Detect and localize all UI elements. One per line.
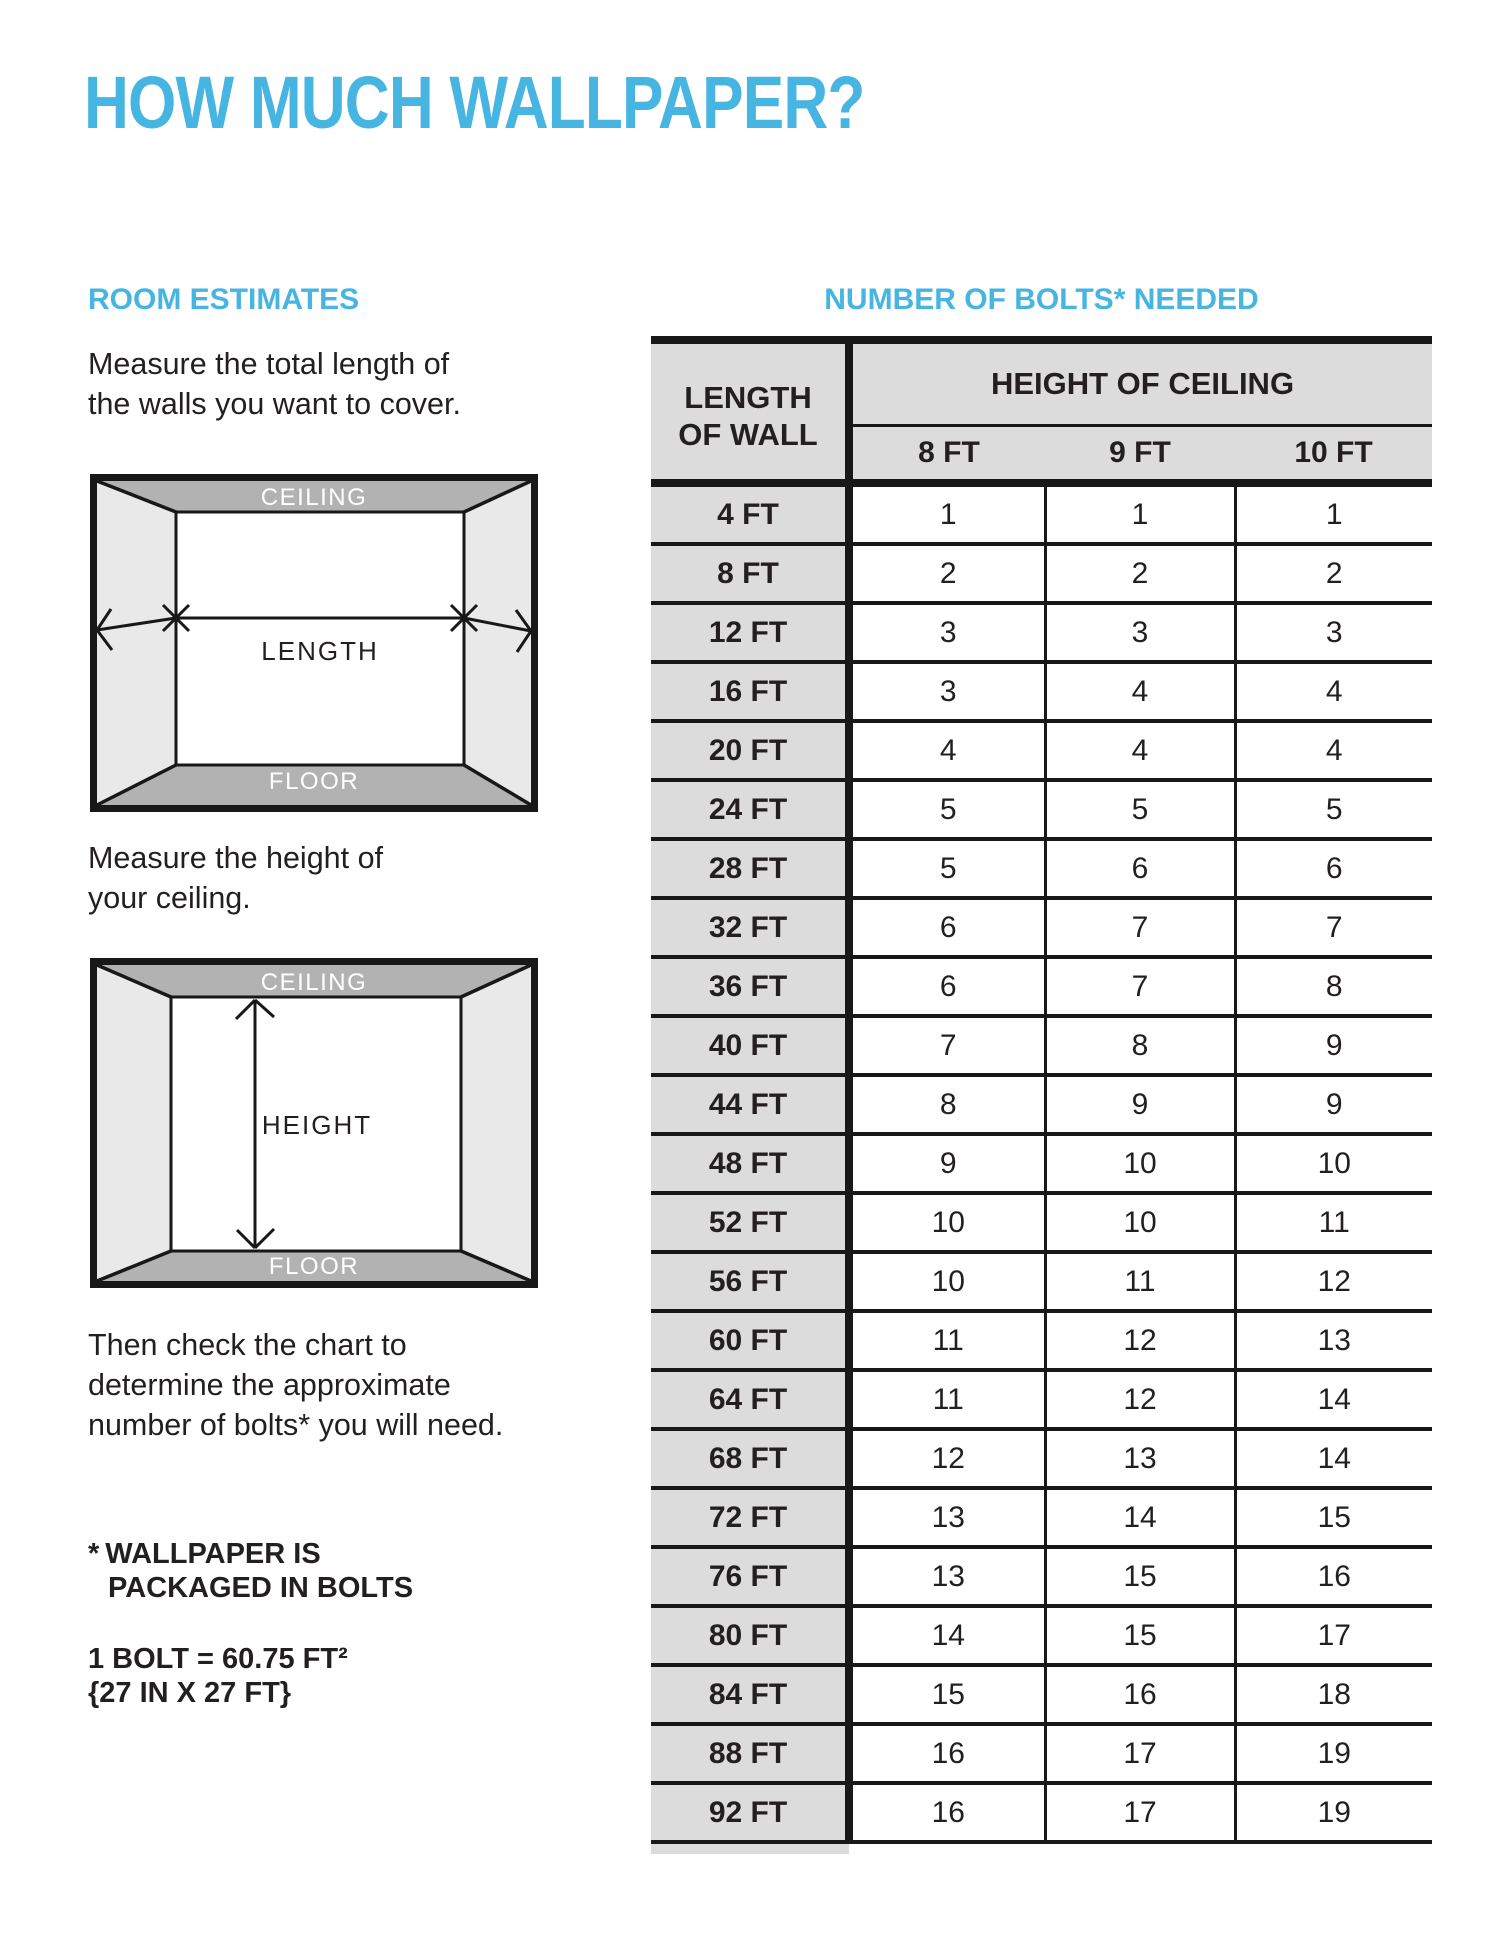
height-diagram [90,958,538,1288]
bolt-count-cell: 16 [849,1783,1045,1842]
bolt-count-cell: 18 [1235,1665,1432,1724]
step1-line2: the walls you want to cover. [88,387,461,421]
bolt-definition-line2: {27 IN X 27 FT} [88,1677,292,1709]
wall-length-cell: 20 FT [651,721,849,780]
bolt-count-cell: 17 [1045,1724,1235,1783]
bolt-count-cell: 14 [849,1606,1045,1665]
table-row [651,1547,1432,1606]
table-row [651,1252,1432,1311]
wallpaper-bolts-footnote [88,1537,413,1605]
table-row [651,839,1432,898]
bolt-count-cell: 6 [849,898,1045,957]
ceiling-label: CEILING [260,969,368,996]
bolts-needed-heading: NUMBER OF BOLTS* NEEDED [824,283,1259,316]
bolt-count-cell: 9 [849,1134,1045,1193]
table-row [651,1311,1432,1370]
wall-length-cell: 4 FT [651,483,849,544]
bolt-count-cell: 16 [849,1724,1045,1783]
length-of-wall-header [651,340,849,483]
bolt-count-cell: 12 [1045,1311,1235,1370]
bolt-count-cell: 7 [1045,898,1235,957]
step1-instruction [88,344,461,424]
right-wall-panel [461,965,531,1281]
height-of-ceiling-header: HEIGHT OF CEILING [849,340,1432,426]
bolt-count-cell: 9 [1235,1075,1432,1134]
bolt-count-cell: 15 [1235,1488,1432,1547]
floor-label: FLOOR [268,1253,360,1280]
table-row [651,1429,1432,1488]
bolt-count-cell: 4 [1045,721,1235,780]
bolt-table-body [651,483,1432,1842]
bolt-count-cell: 1 [849,483,1045,544]
table-row [651,1783,1432,1842]
bolt-count-cell: 17 [1045,1783,1235,1842]
wall-length-cell: 32 FT [651,898,849,957]
ceiling-label: CEILING [260,484,368,511]
wall-header-line1: LENGTH [684,379,812,415]
table-row [651,721,1432,780]
bolt-count-cell: 12 [1045,1370,1235,1429]
table-row [651,544,1432,603]
bolt-count-cell: 13 [1045,1429,1235,1488]
wall-length-cell: 64 FT [651,1370,849,1429]
footnote-line1: WALLPAPER IS [105,1538,321,1570]
footnote-line2: PACKAGED IN BOLTS [108,1572,414,1604]
bolt-count-cell: 8 [1235,957,1432,1016]
bolt-count-cell: 14 [1235,1370,1432,1429]
bolt-count-cell: 15 [1045,1547,1235,1606]
ceiling-height-header: 8 FT [849,426,1045,484]
wall-length-cell: 60 FT [651,1311,849,1370]
bolt-count-cell: 14 [1235,1429,1432,1488]
table-row [651,1134,1432,1193]
left-wall-panel [97,965,171,1281]
left-wall-panel [97,481,176,805]
table-row [651,1193,1432,1252]
bolt-count-cell: 6 [1235,839,1432,898]
bolt-count-cell: 3 [1045,603,1235,662]
bolt-count-cell: 1 [1235,483,1432,544]
step3-instruction [88,1325,503,1445]
bolt-count-cell: 8 [849,1075,1045,1134]
bolt-definition-line1: 1 BOLT = 60.75 FT² [88,1643,348,1675]
floor-label: FLOOR [268,768,360,795]
wall-length-cell: 88 FT [651,1724,849,1783]
bolt-count-cell: 11 [1045,1252,1235,1311]
bolt-count-cell: 7 [1045,957,1235,1016]
bolt-count-cell: 12 [1235,1252,1432,1311]
bolt-count-cell: 2 [1045,544,1235,603]
bolt-count-cell: 11 [849,1311,1045,1370]
bolt-count-cell: 16 [1045,1665,1235,1724]
bolt-count-cell: 10 [1235,1134,1432,1193]
step2-line2: your ceiling. [88,881,251,915]
table-row [651,1665,1432,1724]
ceiling-height-header: 9 FT [1045,426,1235,484]
footnote-asterisk: * [88,1538,100,1570]
wall-length-cell: 68 FT [651,1429,849,1488]
table-row [651,1724,1432,1783]
bolt-count-cell: 13 [849,1488,1045,1547]
bolt-count-cell: 15 [1045,1606,1235,1665]
wall-length-cell: 16 FT [651,662,849,721]
bolt-count-cell: 7 [849,1016,1045,1075]
right-wall-panel [464,481,531,805]
bolt-count-cell: 4 [1045,662,1235,721]
table-row [651,780,1432,839]
wall-header-line2: OF WALL [678,416,818,452]
wall-length-cell: 92 FT [651,1783,849,1842]
table-row [651,1370,1432,1429]
wall-length-cell: 56 FT [651,1252,849,1311]
bolt-count-cell: 5 [849,839,1045,898]
bolt-count-cell: 10 [1045,1193,1235,1252]
wall-length-cell: 52 FT [651,1193,849,1252]
table-header-row-1 [651,340,1432,426]
bolt-count-cell: 5 [1235,780,1432,839]
bolt-count-cell: 14 [1045,1488,1235,1547]
room-estimates-heading: ROOM ESTIMATES [88,283,360,316]
page-title: HOW MUCH WALLPAPER? [84,61,865,144]
bolt-count-cell: 15 [849,1665,1045,1724]
bolt-count-cell: 7 [1235,898,1432,957]
table-row [651,603,1432,662]
bolt-count-cell: 2 [849,544,1045,603]
bolt-count-cell: 11 [1235,1193,1432,1252]
bolt-count-cell: 3 [849,662,1045,721]
step2-instruction [88,838,383,918]
bolt-count-cell: 9 [1045,1075,1235,1134]
wall-length-cell: 40 FT [651,1016,849,1075]
bolt-count-cell: 6 [1045,839,1235,898]
step3-line2: determine the approximate [88,1368,451,1402]
step3-line3: number of bolts* you will need. [88,1408,504,1442]
bolts-needed-table [651,336,1432,1844]
bolt-count-cell: 3 [1235,603,1432,662]
wall-length-cell: 44 FT [651,1075,849,1134]
bolt-count-cell: 2 [1235,544,1432,603]
wall-length-cell: 84 FT [651,1665,849,1724]
bolt-count-cell: 13 [1235,1311,1432,1370]
step2-line1: Measure the height of [88,841,384,875]
wall-length-cell: 8 FT [651,544,849,603]
bolt-count-cell: 10 [1045,1134,1235,1193]
bolt-count-cell: 4 [1235,662,1432,721]
bolt-count-cell: 10 [849,1193,1045,1252]
table-footer-strip [651,1844,849,1854]
bolt-count-cell: 19 [1235,1724,1432,1783]
bolt-count-cell: 6 [849,957,1045,1016]
length-label: LENGTH [261,636,379,666]
bolt-count-cell: 5 [1045,780,1235,839]
step1-line1: Measure the total length of [88,347,450,381]
bolt-count-cell: 8 [1045,1016,1235,1075]
length-diagram [90,474,538,812]
bolt-count-cell: 9 [1235,1016,1432,1075]
bolt-count-cell: 19 [1235,1783,1432,1842]
bolt-count-cell: 16 [1235,1547,1432,1606]
wall-length-cell: 28 FT [651,839,849,898]
bolt-count-cell: 11 [849,1370,1045,1429]
bolt-count-cell: 12 [849,1429,1045,1488]
wall-length-cell: 36 FT [651,957,849,1016]
bolt-count-cell: 10 [849,1252,1045,1311]
ceiling-height-header: 10 FT [1235,426,1432,484]
table-row [651,898,1432,957]
bolt-count-cell: 13 [849,1547,1045,1606]
wall-length-cell: 48 FT [651,1134,849,1193]
table-row [651,483,1432,544]
table-row [651,662,1432,721]
wall-length-cell: 12 FT [651,603,849,662]
step3-line1: Then check the chart to [88,1328,407,1362]
table-row [651,1606,1432,1665]
bolt-definition [88,1642,348,1710]
bolt-count-cell: 4 [849,721,1045,780]
wall-length-cell: 72 FT [651,1488,849,1547]
height-label: HEIGHT [261,1110,373,1140]
bolt-count-cell: 17 [1235,1606,1432,1665]
table-row [651,957,1432,1016]
wall-length-cell: 24 FT [651,780,849,839]
table-row [651,1488,1432,1547]
wall-length-cell: 76 FT [651,1547,849,1606]
bolt-count-cell: 1 [1045,483,1235,544]
table-row [651,1075,1432,1134]
bolt-count-cell: 4 [1235,721,1432,780]
bolt-count-cell: 3 [849,603,1045,662]
table-row [651,1016,1432,1075]
wall-length-cell: 80 FT [651,1606,849,1665]
bolt-count-cell: 5 [849,780,1045,839]
